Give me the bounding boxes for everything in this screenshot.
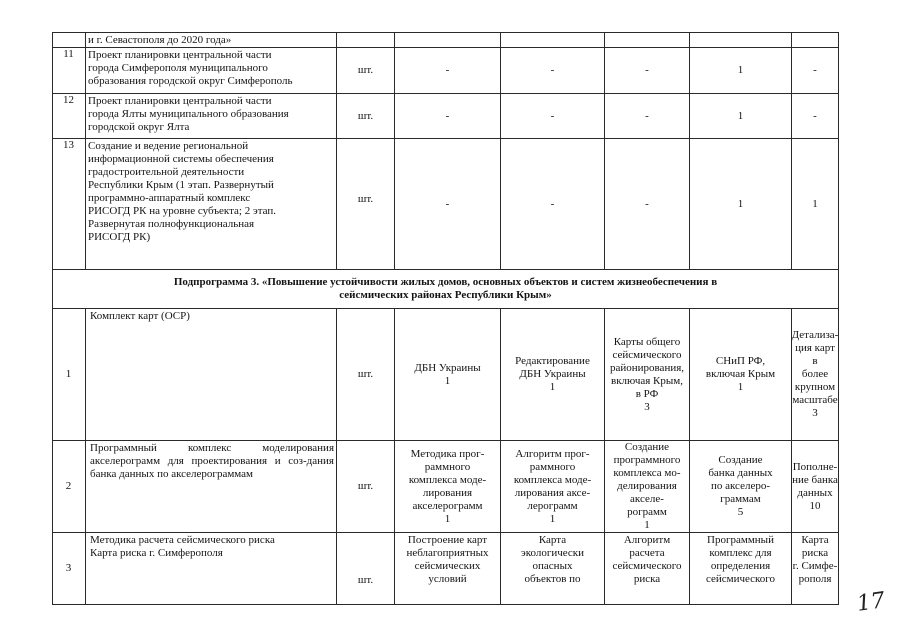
value-text: Карта экологически опасных объектов по bbox=[520, 534, 585, 585]
value-text: - bbox=[550, 109, 555, 122]
row-number bbox=[52, 94, 85, 138]
row-description-value: Программный комплекс моделирования акселерограмм для проектирования и соз-дания банка данных по акселерограммам bbox=[90, 442, 334, 480]
value-text: - bbox=[813, 109, 817, 122]
value-cell bbox=[605, 534, 689, 604]
value-text: ДБН Украины 1 bbox=[414, 361, 481, 387]
value-cell bbox=[792, 139, 838, 269]
row-description-value: Создание и ведение региональной информационной системы обеспечения градостроительной деятельности Республики Крым (1 этап. Развернутый программно-аппаратный комплекс РИСОГД РК на уровне субъекта; 2 этап. Развернутая полнофункциональная РИСОГД РК) bbox=[88, 140, 277, 243]
row-number bbox=[52, 441, 85, 532]
value-cell bbox=[605, 139, 689, 269]
value-cell bbox=[690, 48, 791, 93]
value-cell bbox=[792, 94, 838, 138]
value-text: 1 bbox=[812, 197, 818, 210]
value-cell bbox=[501, 139, 604, 269]
unit-cell bbox=[337, 94, 394, 138]
unit-value: шт. bbox=[357, 480, 374, 492]
value-text: Редактирование ДБН Украины 1 bbox=[515, 355, 590, 393]
row-description-value: Комплект карт (ОСР) bbox=[90, 310, 190, 322]
unit-value: шт. bbox=[357, 64, 374, 76]
document-table bbox=[52, 32, 839, 605]
unit-value: шт. bbox=[357, 368, 374, 380]
value-cell bbox=[501, 534, 604, 604]
value-text: - bbox=[645, 64, 649, 76]
row-description bbox=[90, 442, 334, 530]
value-text: Программный комплекс для определения сейсмического bbox=[705, 534, 776, 585]
column-rule bbox=[85, 32, 86, 269]
row-description bbox=[88, 140, 334, 269]
value-text: Создание программного комплекса мо- делирования акселе- рограмм 1 bbox=[613, 441, 681, 531]
unit-cell bbox=[337, 441, 394, 532]
value-cell bbox=[501, 309, 604, 440]
row-description bbox=[90, 534, 334, 604]
column-rule bbox=[85, 308, 86, 605]
row-description-value: Проект планировки центральной части города Симферополя муниципального образования городской округ Симферополь bbox=[88, 49, 293, 87]
value-cell bbox=[792, 534, 838, 604]
row-description bbox=[90, 310, 334, 438]
unit-cell bbox=[337, 139, 394, 259]
value-cell bbox=[395, 48, 500, 93]
value-text: - bbox=[550, 64, 555, 76]
row-number-value: 11 bbox=[63, 48, 74, 60]
row-number bbox=[52, 309, 85, 440]
value-text: 1 bbox=[737, 64, 744, 76]
row-rule bbox=[52, 532, 839, 533]
continued-text bbox=[88, 33, 336, 47]
value-cell bbox=[605, 309, 689, 440]
value-text: - bbox=[645, 197, 649, 210]
unit-value: шт. bbox=[357, 574, 374, 586]
value-cell bbox=[605, 48, 689, 93]
subprogram-heading bbox=[53, 270, 838, 308]
value-cell bbox=[501, 94, 604, 138]
value-cell bbox=[605, 441, 689, 532]
value-text: Методика прог- раммного комплекса моде- лирования акселерограмм 1 bbox=[408, 447, 487, 525]
value-cell bbox=[792, 309, 838, 440]
value-text: - bbox=[813, 64, 817, 76]
value-text: Алгоритм прог- раммного комплекса моде- лирования аксе- лерограмм 1 bbox=[513, 447, 592, 525]
value-text: Карта риска г. Симфе- рополя bbox=[792, 534, 838, 585]
row-description-value: Методика расчета сейсмического риска Карта риска г. Симферополя bbox=[90, 534, 275, 559]
value-cell bbox=[501, 48, 604, 93]
unit-value: шт. bbox=[357, 109, 374, 122]
row-description bbox=[88, 95, 334, 138]
value-text: Детализа- ция карт в более крупном масштабе 3 bbox=[791, 329, 839, 419]
unit-cell bbox=[337, 309, 394, 440]
row-number-value: 3 bbox=[65, 562, 72, 574]
value-text: 1 bbox=[737, 109, 744, 122]
value-cell bbox=[690, 534, 791, 604]
unit-value: шт. bbox=[357, 192, 374, 205]
row-rule bbox=[52, 604, 839, 605]
value-cell bbox=[792, 48, 838, 93]
page-number: 17 bbox=[855, 588, 887, 617]
value-cell bbox=[395, 441, 500, 532]
value-cell bbox=[395, 309, 500, 440]
row-number bbox=[52, 139, 85, 269]
row-description bbox=[88, 49, 334, 93]
value-text: - bbox=[550, 197, 555, 210]
value-text: Пополне- ние банка данных 10 bbox=[792, 460, 838, 512]
value-text: Построение карт неблагоприятных сейсмических условий bbox=[406, 534, 489, 585]
row-number bbox=[52, 533, 85, 604]
value-cell bbox=[605, 94, 689, 138]
value-text: - bbox=[445, 109, 450, 122]
value-cell bbox=[792, 441, 838, 532]
value-cell bbox=[395, 534, 500, 604]
row-number bbox=[52, 48, 85, 93]
value-cell bbox=[690, 441, 791, 532]
value-text: - bbox=[445, 64, 450, 76]
value-cell bbox=[690, 139, 791, 269]
row-number-value: 2 bbox=[65, 480, 72, 492]
value-text: СНиП РФ, включая Крым 1 bbox=[705, 355, 776, 393]
value-text: 1 bbox=[737, 197, 744, 210]
value-text: - bbox=[645, 109, 649, 122]
value-text: - bbox=[445, 197, 450, 210]
unit-cell bbox=[337, 557, 394, 604]
column-rule bbox=[838, 32, 839, 605]
value-cell bbox=[690, 94, 791, 138]
row-number-value: 1 bbox=[65, 368, 72, 380]
row-number-value: 13 bbox=[63, 139, 74, 151]
value-text: Создание банка данных по акселеро- граммам 5 bbox=[708, 454, 773, 518]
value-text: Алгоритм расчета сейсмического риска bbox=[612, 534, 682, 585]
subprogram-heading-text: Подпрограмма 3. «Повышение устойчивости жилых домов, основных объектов и систем жизнеобеспечения в сейсмических районах Республики Крым» bbox=[173, 276, 718, 301]
value-cell bbox=[395, 94, 500, 138]
unit-cell bbox=[337, 48, 394, 93]
value-cell bbox=[501, 441, 604, 532]
value-cell bbox=[690, 309, 791, 440]
value-text: Карты общего сейсмического районирования, включая Крым, в РФ 3 bbox=[609, 335, 685, 413]
value-cell bbox=[395, 139, 500, 269]
row-number-value: 12 bbox=[63, 94, 74, 106]
row-description-value: Проект планировки центральной части города Ялты муниципального образования городской округ Ялта bbox=[88, 95, 289, 133]
continued-text-value: и г. Севастополя до 2020 года» bbox=[88, 33, 232, 46]
